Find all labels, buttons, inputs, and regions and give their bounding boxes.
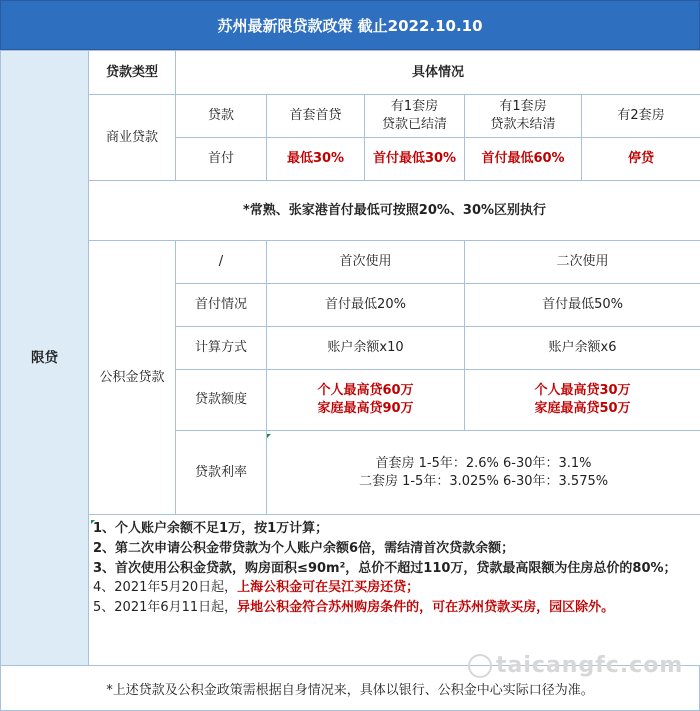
policy-table xyxy=(0,50,700,666)
notes-list xyxy=(89,515,700,666)
fund-rate-line-1: 首套房 1-5年：2.6% 6-30年：3.1% xyxy=(375,455,592,471)
fund-second-value: 账户余额x6 xyxy=(465,327,700,370)
fund-second-limit: 个人最高贷30万 家庭最高贷50万 xyxy=(465,370,700,431)
fund-second-use: 二次使用 xyxy=(465,241,700,284)
note-item: 2、第二次申请公积金带贷款为个人账户余额6倍，需结清首次贷款余额； xyxy=(93,540,515,556)
watermark xyxy=(468,653,683,678)
footer-text: *上述贷款及公积金政策需根据自身情况来，具体以银行、公积金中心实际口径为准。 xyxy=(106,682,594,698)
down-payment-one-home-unpaid: 首付最低60% xyxy=(465,138,582,181)
watermark-logo-icon xyxy=(468,654,492,678)
page-title: 苏州最新限贷款政策 截止2022.10.10 xyxy=(0,0,700,50)
commercial-col-loan: 贷款 xyxy=(176,95,267,138)
commercial-col-two-homes: 有2套房 xyxy=(582,95,700,138)
down-payment-first-home: 最低30% xyxy=(267,138,365,181)
cell-comment-marker-icon xyxy=(91,520,95,524)
note-item: 1、个人账户余额不足1万，按1万计算； xyxy=(93,521,329,536)
down-payment-label: 首付 xyxy=(176,138,267,181)
down-payment-two-homes: 停贷 xyxy=(582,138,700,181)
fund-rate-label: 贷款利率 xyxy=(176,431,267,515)
header-details: 具体情况 xyxy=(176,51,700,95)
fund-first-value: 账户余额x10 xyxy=(267,327,465,370)
header-loan-type: 贷款类型 xyxy=(89,51,176,95)
fund-rate-line-2: 二套房 1-5年：3.025% 6-30年：3.575% xyxy=(358,473,609,489)
side-label-restriction: 限贷 xyxy=(1,51,89,666)
fund-row-label: 计算方式 xyxy=(176,327,267,370)
fund-row-label: 首付情况 xyxy=(176,284,267,327)
fund-second-value: 首付最低50% xyxy=(465,284,700,327)
fund-first-use: 首次使用 xyxy=(267,241,465,284)
commercial-col-one-home-unpaid: 有1套房 贷款未结清 xyxy=(465,95,582,138)
fund-first-limit: 个人最高贷60万 家庭最高贷90万 xyxy=(267,370,465,431)
commercial-col-one-home-paid: 有1套房 贷款已结清 xyxy=(365,95,465,138)
commercial-loan-label: 商业贷款 xyxy=(89,95,176,181)
down-payment-one-home-paid: 首付最低30% xyxy=(365,138,465,181)
note-item: 4、2021年5月20日起，上海公积金可在吴江买房还贷； xyxy=(93,580,420,596)
fund-rate-values xyxy=(267,431,700,515)
cell-comment-marker-icon xyxy=(267,434,271,438)
fund-row-label: 贷款额度 xyxy=(176,370,267,431)
note-item: 3、首次使用公积金贷款，购房面积≤90m²，总价不超过110万，贷款最高限额为住房总价的80%； xyxy=(93,560,677,576)
fund-loan-label: 公积金贷款 xyxy=(89,241,176,515)
commercial-col-first-home: 首套首贷 xyxy=(267,95,365,138)
note-changshu: *常熟、张家港首付最低可按照20%、30%区别执行 xyxy=(89,181,700,241)
note-item: 5、2021年6月11日起，异地公积金符合苏州购房条件的，可在苏州贷款买房，园区除外。 xyxy=(93,600,615,615)
fund-slash: / xyxy=(176,241,267,284)
fund-first-value: 首付最低20% xyxy=(267,284,465,327)
watermark-text: taicangfc.com xyxy=(496,653,684,678)
